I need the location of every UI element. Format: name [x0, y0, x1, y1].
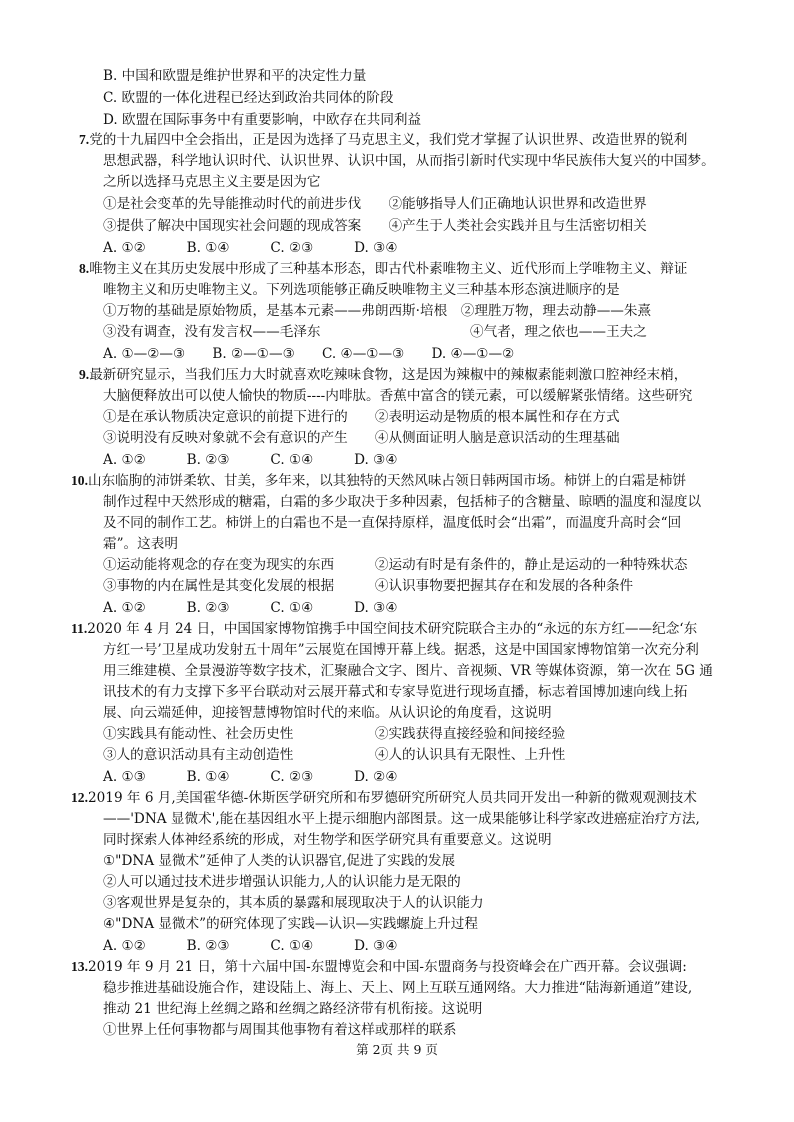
line-text: 唯物主义在其历史发展中形成了三种基本形态，即古代朴素唯物主义、近代形而上学唯物主义、辩证 — [89, 261, 688, 277]
text-line — [103, 661, 713, 681]
line-text: 讯技术的有力支撑下多平台联动对云展开幕式和专家导览进行现场直播，标志着国博加速向线上拓 — [103, 684, 688, 700]
line-text: ①是社会变革的先导能推动时代的前进步伐 ②能够指导人们正确地认识世界和改造世界 — [103, 196, 647, 212]
line-text: ④"DNA 显微术”的研究体现了实践—认识—实践螺旋上升过程 — [103, 916, 478, 932]
text-line — [103, 598, 398, 618]
line-text: D. 欧盟在国际事务中有重要影响，中欧存在共同利益 — [103, 112, 422, 128]
text-line — [103, 703, 552, 723]
line-text: A. ①② B. ②③ C. ①④ D. ③④ — [103, 452, 398, 468]
question-number: 11. — [71, 621, 88, 636]
line-text: ③事物的内在属性是其变化发展的根据 ④认识事物要把握其存在和发展的各种条件 — [103, 578, 634, 594]
text-line — [103, 534, 178, 554]
question-line — [71, 788, 697, 808]
text-line — [103, 492, 701, 512]
line-text: 党的十九届四中全会指出，正是因为选择了马克思主义，我们党才掌握了认识世界、改造世界的锐利 — [89, 132, 688, 148]
line-text: ——'DNA 显微术',能在基因组水平上提示细胞内部图景。这一成果能够让科学家改进癌症治疗方法, — [103, 811, 700, 827]
text-line — [103, 767, 398, 787]
question-number: 9. — [79, 367, 90, 382]
text-line — [103, 450, 398, 470]
text-line — [103, 936, 398, 956]
text-line — [103, 88, 393, 108]
text-line — [103, 914, 478, 934]
page-footer: 第 2页 共 9 页 — [356, 1042, 438, 1057]
text-line — [103, 238, 398, 258]
question-number: 10. — [71, 473, 88, 488]
line-text: C. 欧盟的一体化进程已经达到政治共同体的阶段 — [103, 90, 394, 106]
text-line — [103, 724, 565, 744]
line-text: B. 中国和欧盟是维护世界和平的决定性力量 — [103, 68, 367, 84]
text-line — [103, 344, 514, 364]
line-text: ①世界上任何事物都与周围其他事物有着这样或那样的联系 — [103, 1022, 457, 1038]
question-line — [79, 130, 687, 150]
line-text: ①实践具有能动性、社会历史性 ②实践获得直接经验和间接经验 — [103, 726, 566, 742]
question-line — [79, 365, 687, 385]
text-line — [103, 66, 366, 86]
text-line — [103, 1020, 456, 1040]
text-line — [103, 386, 692, 406]
line-text: A. ①② B. ①④ C. ②③ D. ③④ — [103, 240, 398, 256]
text-line — [103, 280, 620, 300]
line-text: ③人的意识活动具有主动创造性 ④人的认识具有无限性、上升性 — [103, 747, 566, 763]
line-text: ③说明没有反映对象就不会有意识的产生 ④从侧面证明人脑是意识活动的生理基础 — [103, 430, 620, 446]
line-text: 最新研究显示，当我们压力大时就喜欢吃辣味食物，这是因为辣椒中的辣椒素能刺激口腔神经末梢， — [89, 367, 688, 383]
text-line — [103, 110, 421, 130]
question-number: 8. — [79, 261, 90, 276]
text-line — [103, 893, 484, 913]
line-text: 推动 21 世纪海上丝绸之路和丝绸之路经济带有机衔接。这说明 — [103, 1001, 483, 1017]
line-text: 及不同的制作工艺。柿饼上的白霜也不是一直保持原样，温度低时会“出霜”，而温度升高时会“回 — [103, 515, 682, 531]
text-line — [103, 555, 688, 575]
text-line — [103, 194, 647, 214]
line-text: 方红一号’卫星成功发射五十周年”云展览在国博开幕上线。据悉，这是中国国家博物馆第一次充分利 — [103, 642, 699, 658]
line-text: 展、向云端延伸，迎接智慧博物馆时代的来临。从认识论的角度看，这说明 — [103, 705, 552, 721]
line-text: A. ①—②—③ B. ②—①—③ C. ④—①—③ D. ④—①—② — [103, 346, 515, 362]
line-text: 2019 年 6 月,美国霍华德-休斯医学研究所和布罗德研究所研究人员共同开发出一种新的微观观测技术 — [88, 790, 697, 806]
text-line — [103, 301, 651, 321]
line-text: ③提供了解决中国现实社会问题的现成答案 ④产生于人类社会实践并且与生活密切相关 — [103, 218, 647, 234]
line-text: ①是在承认物质决定意识的前提下进行的 ②表明运动是物质的根本属性和存在方式 — [103, 409, 620, 425]
line-text: 同时探索人体神经系统的形成，对生物学和医学研究具有重要意义。这说明 — [103, 832, 552, 848]
text-line — [103, 851, 455, 871]
text-line — [103, 216, 647, 236]
text-line — [103, 322, 647, 342]
line-text: 用三维建模、全景漫游等数字技术，汇聚融合文字、图片、音视频、VR 等媒体资源，第一次在 5G 通 — [103, 663, 713, 679]
line-text: ②人可以通过技术进步增强认识能力,人的认识能力是无限的 — [103, 874, 461, 890]
line-text: 霜”。这表明 — [103, 536, 178, 552]
question-line — [71, 957, 687, 977]
text-line — [103, 640, 699, 660]
question-number: 13. — [71, 959, 88, 974]
line-text: ①"DNA 显微术”延伸了人类的认识器官,促进了实践的发展 — [103, 853, 456, 869]
line-text: ①万物的基础是原始物质，是基本元素——弗朗西斯·培根 ②理胜万物，理去动静——朱熹 — [103, 303, 652, 319]
text-line — [103, 872, 461, 892]
line-text: A. ①② B. ②③ C. ①④ D. ③④ — [103, 938, 398, 954]
text-line — [103, 407, 620, 427]
text-line — [103, 428, 620, 448]
question-number: 7. — [79, 132, 90, 147]
text-line — [103, 830, 552, 850]
text-line — [103, 576, 633, 596]
line-text: A. ①② B. ②③ C. ①④ D. ③④ — [103, 600, 398, 616]
text-line — [103, 172, 321, 192]
question-number: 12. — [71, 790, 88, 805]
line-text: 唯物主义和历史唯物主义。下列选项能够正确反映唯物主义三种基本形态演进顺序的是 — [103, 282, 620, 298]
text-line — [103, 682, 688, 702]
text-line — [103, 999, 482, 1019]
question-line — [79, 259, 687, 279]
line-text: 山东临朐的沛饼柔软、甘美，多年来，以其独特的天然风味占领日韩两国市场。柿饼上的白霜是柿饼 — [88, 473, 687, 489]
text-line — [103, 151, 715, 171]
line-text: 大脑便释放出可以使人愉快的物质----内啡肽。香蕉中富含的镁元素，可以缓解紧张情绪。这些研究 — [103, 388, 693, 404]
line-text: 2020 年 4 月 24 日，中国国家博物馆携手中国空间技术研究院联合主办的“永远的东方红——纪念‘东 — [87, 621, 698, 637]
text-line — [103, 513, 681, 533]
line-text: 稳步推进基础设施合作，建设陆上、海上、天上、网上互联互通网络。大力推进“陆海新通道”建设, — [103, 980, 693, 996]
question-line — [71, 619, 697, 639]
line-text: ①运动能将观念的存在变为现实的东西 ②运动有时是有条件的，静止是运动的一种特殊状态 — [103, 557, 688, 573]
line-text: A. ①③ B. ①④ C. ②③ D. ②④ — [103, 769, 398, 785]
question-line — [71, 471, 686, 491]
text-line — [103, 809, 700, 829]
line-text: ③没有调查，没有发言权——毛泽东 ④气者，理之依也——王夫之 — [103, 324, 647, 340]
line-text: 思想武器，科学地认识时代、认识世界、认识中国，从而指引新时代实现中华民族伟大复兴的中国梦。 — [103, 153, 715, 169]
text-line — [103, 745, 565, 765]
line-text: ③客观世界是复杂的，其本质的暴露和展现取决于人的认识能力 — [103, 895, 484, 911]
text-line — [103, 978, 692, 998]
line-text: 2019 年 9 月 21 日，第十六届中国-东盟博览会和中国-东盟商务与投资峰会在广西开幕。会议强调: — [88, 959, 687, 975]
line-text: 制作过程中天然形成的糖霜，白霜的多少取决于多种因素，包括柿子的含糖量、晾晒的温度和湿度以 — [103, 494, 702, 510]
line-text: 之所以选择马克思主义主要是因为它 — [103, 174, 321, 190]
